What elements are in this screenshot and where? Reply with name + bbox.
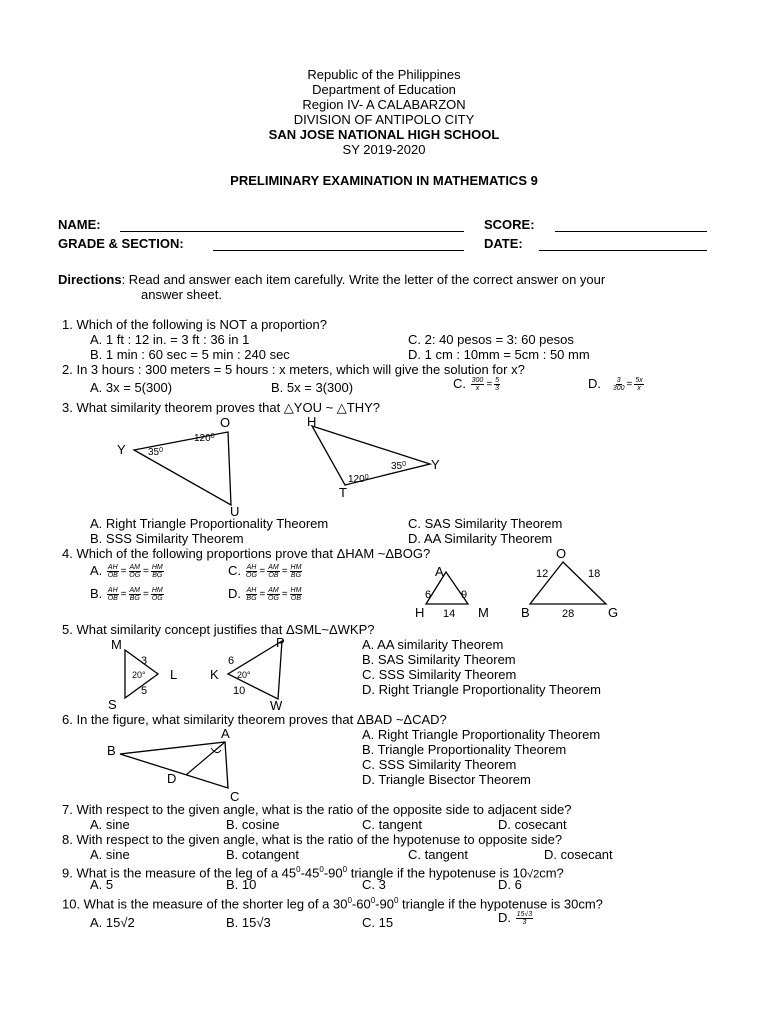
fraction-num: 5: [495, 377, 500, 385]
header-school: SAN JOSE NATIONAL HIGH SCHOOL: [268, 127, 500, 142]
angle-y2-label: $35^0$: [391, 461, 407, 472]
vertex-s-label: S: [108, 697, 117, 712]
q4-figure: [408, 544, 628, 622]
fraction: $\frac{AM}{BG}$: [129, 587, 140, 603]
vertex-o-label: O: [556, 546, 567, 561]
vertex-a-label: A: [435, 564, 444, 579]
vertex-o-label: O: [220, 415, 231, 430]
header-division: DIVISION OF ANTIPOLO CITY: [293, 112, 475, 127]
q5-figure: [100, 633, 310, 713]
q2-c-right-fraction: [494, 377, 500, 392]
directions-label: Directions: [58, 272, 122, 287]
q3-option-d: D. AA Similarity Theorem: [408, 531, 553, 546]
q10-option-b: B. 15√3: [226, 915, 271, 930]
fraction-num: 3: [616, 377, 621, 385]
q7-stem: 7. With respect to the given angle, what is the ratio of the opposite side to adjacent side?: [62, 802, 572, 817]
q5-option-a: A. AA similarity Theorem: [362, 637, 504, 652]
angle-t-label: $120^0$: [348, 474, 369, 485]
header-school-year: SY 2019-2020: [342, 142, 426, 157]
side-hm-label: 14: [443, 608, 456, 620]
q10-option-d: [498, 910, 534, 926]
q4-a-label: A.: [90, 563, 103, 578]
fraction: $\frac{AH}{OB}$: [107, 564, 118, 580]
q5-option-b: B. SAS Similarity Theorem: [362, 652, 516, 667]
q9-stem: 9. What is the measure of the leg of a $45^0-45^0-90^0$ triangle if the hypotenuse is 10√2cm?: [62, 865, 564, 881]
q5-stem: 5. What similarity concept justifies that ΔSML~ΔWKP?: [62, 622, 375, 637]
fraction: $\frac{HM}{BG}$: [151, 564, 163, 580]
q5-option-c: C. SSS Similarity Theorem: [362, 667, 517, 682]
q2-option-b: B. 5x = 3(300): [271, 380, 354, 395]
triangle-you: [134, 432, 231, 505]
q6-option-d: D. Triangle Bisector Theorem: [362, 772, 531, 787]
grade-section-label: GRADE & SECTION:: [58, 236, 184, 251]
q8-option-d: D. cosecant: [544, 847, 613, 862]
vertex-m-label: M: [111, 637, 122, 652]
vertex-g-label: G: [608, 605, 619, 620]
q5-option-d: D. Right Triangle Proportionality Theorem: [362, 682, 601, 697]
q6-option-a: A. Right Triangle Proportionality Theorem: [362, 727, 601, 742]
q8-option-c: C. tangent: [408, 847, 468, 862]
q4-option-d: D. $\frac{AH}{BG}$ = $\frac{AM}{OG}$ = $\frac{HM}{OB}$: [228, 586, 302, 603]
q2-option-a: A. 3x = 5(300): [90, 380, 173, 395]
q10-option-c: C. 15: [362, 915, 394, 930]
q4-c-label: C.: [228, 563, 241, 578]
header-department: Department of Education: [312, 82, 456, 97]
q4-option-c: C. $\frac{AH}{OG}$ = $\frac{AM}{OB}$ = $\frac{HM}{BG}$: [228, 563, 302, 580]
vertex-y-label: Y: [117, 442, 126, 457]
fraction: $\frac{AM}{OG}$: [129, 564, 141, 580]
directions-line1: [58, 272, 605, 287]
q6-option-c: C. SSS Similarity Theorem: [362, 757, 517, 772]
q8-option-b: B. cotangent: [226, 847, 299, 862]
exam-title: PRELIMINARY EXAMINATION IN MATHEMATICS 9: [230, 173, 538, 188]
fraction: $\frac{AH}{OG}$: [246, 564, 257, 580]
side-bg-label: 28: [562, 608, 575, 620]
header-republic: Republic of the Philippines: [307, 67, 461, 82]
q7-option-c: C. tangent: [362, 817, 422, 832]
side-ob-label: 12: [536, 568, 549, 580]
q1-option-c: C. 2: 40 pesos = 3: 60 pesos: [408, 332, 574, 347]
vertex-u-label: U: [230, 504, 240, 518]
fraction: $\frac{AM}{OG}$: [268, 587, 279, 603]
radical-sqrt2: √2: [527, 868, 540, 881]
q9-option-b: B. 10: [226, 877, 257, 892]
q3-stem: 3. What similarity theorem proves that △YOU ~ △THY?: [62, 400, 381, 415]
q2-stem: 2. In 3 hours : 300 meters = 5 hours : x meters, which will give the solution for x?: [62, 362, 525, 377]
q4-d-label: D.: [228, 586, 241, 601]
vertex-h-label: H: [307, 414, 317, 429]
vertex-w-label: W: [270, 698, 283, 713]
q10-option-a: A. 15√2: [90, 915, 135, 930]
q8-stem: 8. With respect to the given angle, what is the ratio of the hypotenuse to opposite side?: [62, 832, 563, 847]
fraction: $\frac{AH}{OB}$: [107, 587, 118, 603]
q7-option-a: A. sine: [90, 817, 130, 832]
side-am-label: 9: [461, 589, 468, 601]
q1-stem: 1. Which of the following is NOT a proportion?: [62, 317, 327, 332]
side-kp-label: 6: [228, 655, 235, 667]
segment-ad: [186, 742, 225, 775]
vertex-h-label: H: [415, 605, 425, 620]
fraction: $\frac{AM}{OB}$: [268, 564, 279, 580]
vertex-b-label: B: [521, 605, 530, 620]
vertex-a-label: A: [221, 726, 230, 741]
q7-option-d: D. cosecant: [498, 817, 567, 832]
q1-option-a: A. 1 ft : 12 in. = 3 ft : 36 in 1: [90, 332, 250, 347]
q4-b-label: B.: [90, 586, 103, 601]
fraction-den: x: [637, 385, 641, 393]
directions-line2: answer sheet.: [141, 287, 222, 302]
fraction: $\frac{HM}{BG}$: [290, 564, 302, 580]
grade-section-field[interactable]: [213, 250, 464, 251]
q2-d-left-fraction: [613, 377, 625, 392]
q6-figure: [100, 724, 260, 804]
q7-option-b: B. cosine: [226, 817, 280, 832]
q2-option-d-label: D.: [588, 376, 601, 391]
vertex-p-label: P: [276, 635, 285, 650]
q10-stem: 10. What is the measure of the shorter leg of a $30^0-60^0-90^0$ triangle if the hypotenuse is 30cm?: [62, 896, 603, 912]
vertex-l-label: L: [170, 667, 178, 682]
q2-option-d: D. $\frac{3}{300}$ = $\frac{5x}{x}$: [588, 376, 643, 393]
fraction-den: 3: [495, 385, 500, 393]
vertex-m-label: M: [478, 605, 489, 620]
side-og-label: 18: [588, 568, 601, 580]
q4-stem: 4. Which of the following proportions prove that ΔHAM ~ΔBOG?: [62, 546, 431, 561]
q3-option-c: C. SAS Similarity Theorem: [408, 516, 563, 531]
q9-option-a: A. 5: [90, 877, 114, 892]
q1-option-d: D. 1 cm : 10mm = 5cm : 50 mm: [408, 347, 590, 362]
q8-option-a: A. sine: [90, 847, 130, 862]
fraction: $\frac{HM}{OB}$: [290, 587, 302, 603]
fraction-den: 300: [612, 385, 625, 393]
q2-option-c: C. $\frac{300}{x}$ = $\frac{5}{3}$: [453, 376, 500, 393]
q6-stem: 6. In the figure, what similarity theorem proves that ΔBAD ~ΔCAD?: [62, 712, 447, 727]
q3-figure: [110, 412, 450, 518]
date-field[interactable]: [539, 250, 707, 251]
q2-d-right-fraction: [634, 377, 643, 392]
q9-option-c: C. 3: [362, 877, 386, 892]
q2-c-left-fraction: [471, 377, 485, 392]
vertex-d-label: D: [167, 771, 177, 786]
header-region: Region IV- A CALABARZON: [302, 97, 466, 112]
side-ah-label: 6: [425, 589, 432, 601]
name-label: NAME:: [58, 217, 101, 232]
fraction: $\frac{HM}{OG}$: [151, 587, 163, 603]
q4-option-a: A. $\frac{AH}{OB}$ = $\frac{AM}{OG}$ = $\frac{HM}{BG}$: [90, 563, 163, 580]
q3-option-a: A. Right Triangle Proportionality Theorem: [90, 516, 329, 531]
fraction: $\frac{AH}{BG}$: [246, 587, 257, 603]
triangle-thy: [312, 426, 430, 485]
fraction-den: x: [475, 385, 480, 393]
q6-option-b: B. Triangle Proportionality Theorem: [362, 742, 567, 757]
vertex-k-label: K: [210, 667, 219, 682]
q1-option-b: B. 1 min : 60 sec = 5 min : 240 sec: [90, 347, 290, 362]
q3-option-b: B. SSS Similarity Theorem: [90, 531, 244, 546]
fraction-num: 300: [471, 377, 484, 385]
angle-k-label: 20°: [237, 670, 251, 680]
name-field[interactable]: [120, 231, 464, 232]
vertex-c-label: C: [230, 789, 240, 804]
directions-text: : Read and answer each item carefully. Write the letter of the correct answer on your: [121, 272, 606, 287]
angle-l-label: 20°: [132, 670, 146, 680]
side-kw-label: 10: [233, 685, 246, 697]
vertex-b-label: B: [107, 743, 116, 758]
date-label: DATE:: [484, 236, 523, 251]
fraction-num: 5x: [635, 377, 643, 385]
q4-option-b: B. $\frac{AH}{OB}$ = $\frac{AM}{BG}$ = $\frac{HM}{OG}$: [90, 586, 163, 603]
score-label: SCORE:: [484, 217, 535, 232]
vertex-t-label: T: [339, 485, 347, 500]
angle-o-label: $120^0$: [194, 433, 215, 444]
q10-d-label: D.: [498, 910, 511, 925]
fraction: $\frac{15√3}{3}$: [516, 911, 533, 927]
side-ml-label: 3: [141, 655, 148, 667]
vertex-y2-label: Y: [431, 457, 440, 472]
q9-option-d: D. 6: [498, 877, 522, 892]
side-sl-label: 5: [141, 685, 148, 697]
score-field[interactable]: [555, 231, 707, 232]
angle-y-label: $35^0$: [148, 447, 164, 458]
q2-option-c-label: C.: [453, 376, 466, 391]
